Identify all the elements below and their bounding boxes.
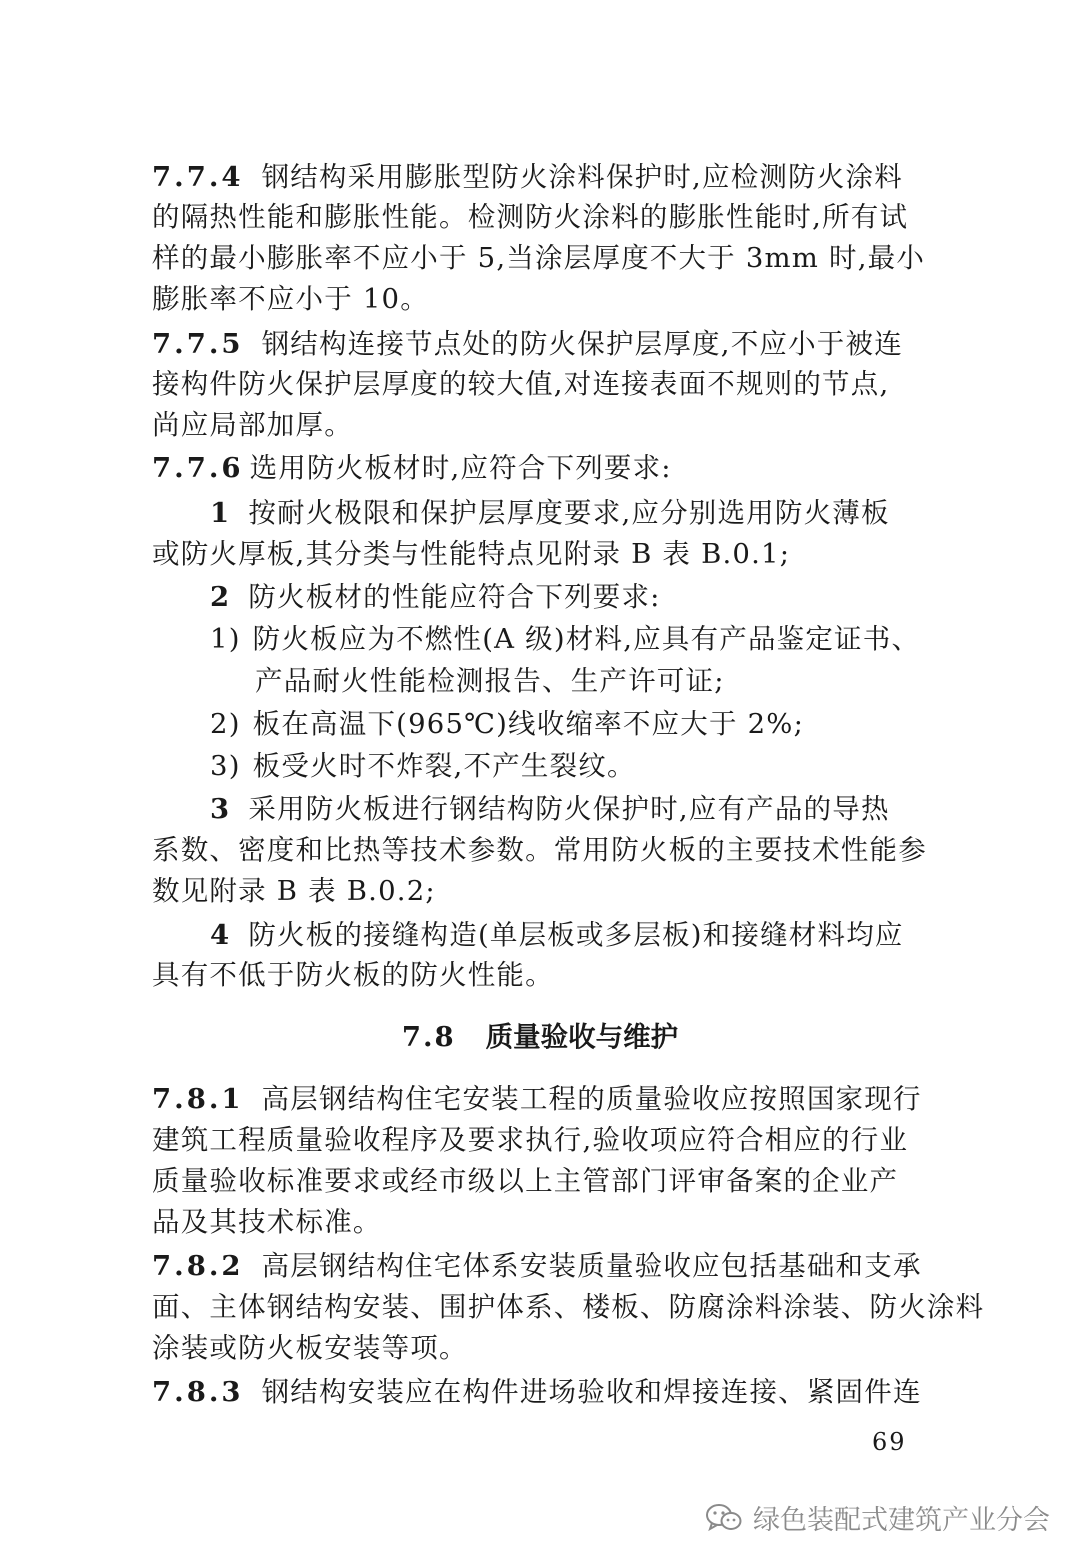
subitem-2-line-1: 2) 板在高温下(965℃)线收缩率不应大于 2%;	[210, 708, 805, 740]
item-4-line-2: 具有不低于防火板的防火性能。	[152, 959, 554, 991]
clause-number: 7.7.4	[152, 161, 244, 193]
clause-7-7-4-line-3: 样的最小膨胀率不应小于 5,当涂层厚度不大于 3mm 时,最小	[152, 242, 926, 274]
watermark	[705, 1498, 1050, 1537]
subitem-1-line-2: 产品耐火性能检测报告、生产许可证;	[255, 665, 725, 697]
watermark-text: 绿色装配式建筑产业分会	[753, 1505, 1050, 1536]
clause-7-7-5-line-2: 接构件防火保护层厚度的较大值,对连接表面不规则的节点,	[152, 368, 890, 400]
clause-7-7-4-line-4: 膨胀率不应小于 10。	[152, 283, 429, 315]
item-number: 3	[210, 793, 231, 825]
clause-7-8-1-line-3: 质量验收标准要求或经市级以上主管部门评审备案的企业产	[152, 1165, 899, 1197]
clause-number: 7.7.6	[152, 452, 244, 484]
subitem-number: 1)	[210, 623, 241, 655]
item-number: 1	[210, 497, 231, 529]
clause-7-8-1-line-1: 7.8.1 高层钢结构住宅安装工程的质量验收应按照国家现行	[152, 1083, 922, 1115]
clause-7-8-2-line-2: 面、主体钢结构安装、围护体系、楼板、防腐涂料涂装、防火涂料	[152, 1291, 985, 1323]
clause-7-8-1-line-4: 品及其技术标准。	[152, 1206, 382, 1238]
clause-7-7-6-line-1: 7.7.6 选用防火板材时,应符合下列要求:	[152, 452, 672, 484]
clause-7-7-4-line-1: 7.7.4 钢结构采用膨胀型防火涂料保护时,应检测防火涂料	[152, 161, 903, 193]
wechat-icon	[705, 1502, 743, 1534]
item-1-line-2: 或防火厚板,其分类与性能特点见附录 B 表 B.0.1;	[152, 538, 791, 570]
subitem-1-line-1: 1) 防火板应为不燃性(A 级)材料,应具有产品鉴定证书、	[210, 623, 921, 655]
clause-7-8-1-line-2: 建筑工程质量验收程序及要求执行,验收项应符合相应的行业	[152, 1124, 909, 1156]
clause-7-7-5-line-1: 7.7.5 钢结构连接节点处的防火保护层厚度,不应小于被连	[152, 328, 903, 360]
subitem-number: 3)	[210, 750, 241, 782]
item-number: 4	[210, 919, 231, 951]
clause-7-7-4-line-2: 的隔热性能和膨胀性能。检测防火涂料的膨胀性能时,所有试	[152, 201, 909, 233]
clause-number: 7.8.1	[152, 1083, 244, 1115]
page-number: 69	[872, 1428, 907, 1456]
clause-number: 7.8.3	[152, 1376, 244, 1408]
item-3-line-1: 3 采用防火板进行钢结构防火保护时,应有产品的导热	[210, 793, 890, 825]
clause-7-8-3-line-1: 7.8.3 钢结构安装应在构件进场验收和焊接连接、紧固件连	[152, 1376, 922, 1408]
item-number: 2	[210, 581, 231, 613]
item-2-line-1: 2 防火板材的性能应符合下列要求:	[210, 581, 661, 613]
subitem-number: 2)	[210, 708, 241, 740]
section-number: 7.8	[401, 1021, 456, 1053]
subitem-3-line-1: 3) 板受火时不炸裂,不产生裂纹。	[210, 750, 636, 782]
clause-number: 7.7.5	[152, 328, 244, 360]
item-3-line-3: 数见附录 B 表 B.0.2;	[152, 875, 436, 907]
clause-7-8-2-line-1: 7.8.2 高层钢结构住宅体系安装质量验收应包括基础和支承	[152, 1250, 922, 1282]
section-title: 质量验收与维护	[485, 1021, 679, 1053]
clause-7-8-2-line-3: 涂装或防火板安装等项。	[152, 1332, 468, 1364]
section-heading	[0, 1020, 1080, 1054]
clause-number: 7.8.2	[152, 1250, 244, 1282]
item-4-line-1: 4 防火板的接缝构造(单层板或多层板)和接缝材料均应	[210, 919, 904, 951]
item-3-line-2: 系数、密度和比热等技术参数。常用防火板的主要技术性能参	[152, 834, 927, 866]
item-1-line-1: 1 按耐火极限和保护层厚度要求,应分别选用防火薄板	[210, 497, 890, 529]
clause-7-7-5-line-3: 尚应局部加厚。	[152, 409, 353, 441]
